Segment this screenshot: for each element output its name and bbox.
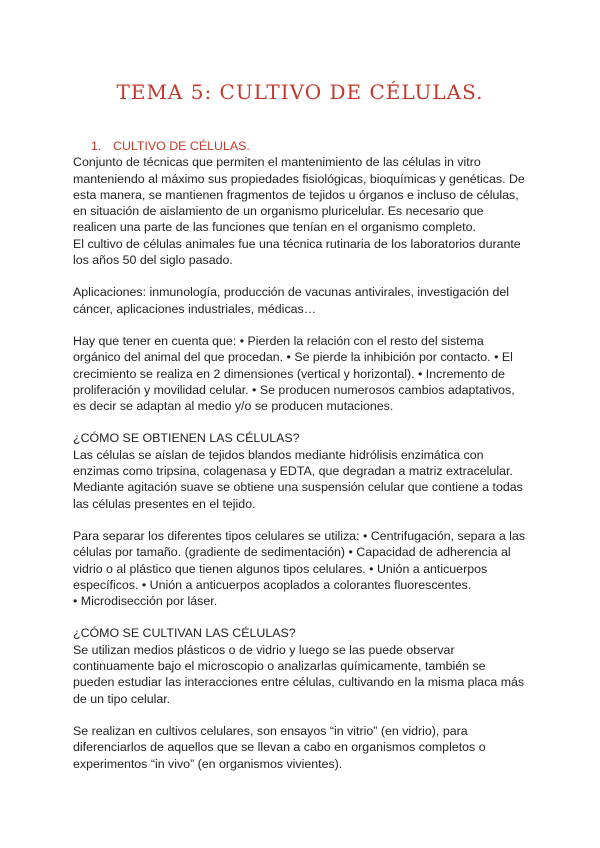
section-1-heading (73, 138, 528, 154)
section-2-paragraph-2b: • Microdisección por láser. (73, 594, 218, 609)
section-1-paragraph-3: Aplicaciones: inmunología, producción de vacunas antivirales, investigación del cáncer, aplicaciones industriales, médicas… (73, 285, 509, 316)
page-title: TEMA 5: CULTIVO DE CÉLULAS. (116, 80, 484, 104)
document-body (73, 138, 528, 772)
section-1-number: 1. (91, 139, 102, 153)
section-2-paragraph-2: Para separar los diferentes tipos celulares se utiliza: • Centrifugación, separa a las células por tamaño. (gradiente de sedimentación) • Capacidad de adherencia al vidrio o al plástico que tienen algunos tipos celulares. • Unión a anticuerpos específicos. • Unión a anticuerpos acoplados a colorantes fluorescentes. (73, 528, 526, 592)
section-3-heading: ¿CÓMO SE CULTIVAN LAS CÉLULAS? (73, 626, 296, 641)
section-3-paragraph-2: Se realizan en cultivos celulares, son ensayos “in vitrio” (en vidrio), para diferenciarlos de aquellos que se llevan a cabo en organismos completos o experimentos “in vivo” (en organismos vivientes). (73, 723, 486, 771)
section-1-paragraph-2: El cultivo de células animales fue una técnica rutinaria de los laboratorios durante los años 50 del siglo pasado. (73, 236, 521, 268)
section-2-heading: ¿CÓMO SE OBTIENEN LAS CÉLULAS? (73, 431, 300, 446)
section-2-paragraph-1: Las células se aíslan de tejidos blandos mediante hidrólisis enzimática con enzimas como tripsina, colagenasa y EDTA, que degradan a matriz extracelular. Mediante agitación suave se obtiene una suspensión celular que contiene a todas las células presentes en el tejido. (73, 447, 523, 511)
section-1-paragraph-4: Hay que tener en cuenta que: • Pierden la relación con el resto del sistema orgánico del animal del que procedan. • Se pierde la inhibición por contacto. • El crecimiento se realiza en 2 dimensiones (vertical y horizontal). • Incremento de proliferación y movilidad celular. • Se producen numerosos cambios adaptativos, es decir se adaptan al medio y/o se producen mutaciones. (73, 333, 515, 414)
section-1-heading-text: CULTIVO DE CÉLULAS. (113, 139, 250, 153)
section-1-paragraph-1: Conjunto de técnicas que permiten el mantenimiento de las células in vitro manteniendo al máximo sus propiedades fisiológicas, bioquímicas y genéticas. De esta manera, se mantienen fragmentos de tejidos u órganos e incluso de células, en situación de aislamiento de un organismo pluricelular. Es necesario que realicen una parte de las funciones que tenían en el organismo completo. (73, 155, 525, 235)
section-3-paragraph-1: Se utilizan medios plásticos o de vidrio y luego se las puede observar continuamente bajo el microscopio o analizarlas químicamente, también se pueden estudiar las interacciones entre células, cultivando en la misma placa más de un tipo celular. (73, 642, 525, 706)
